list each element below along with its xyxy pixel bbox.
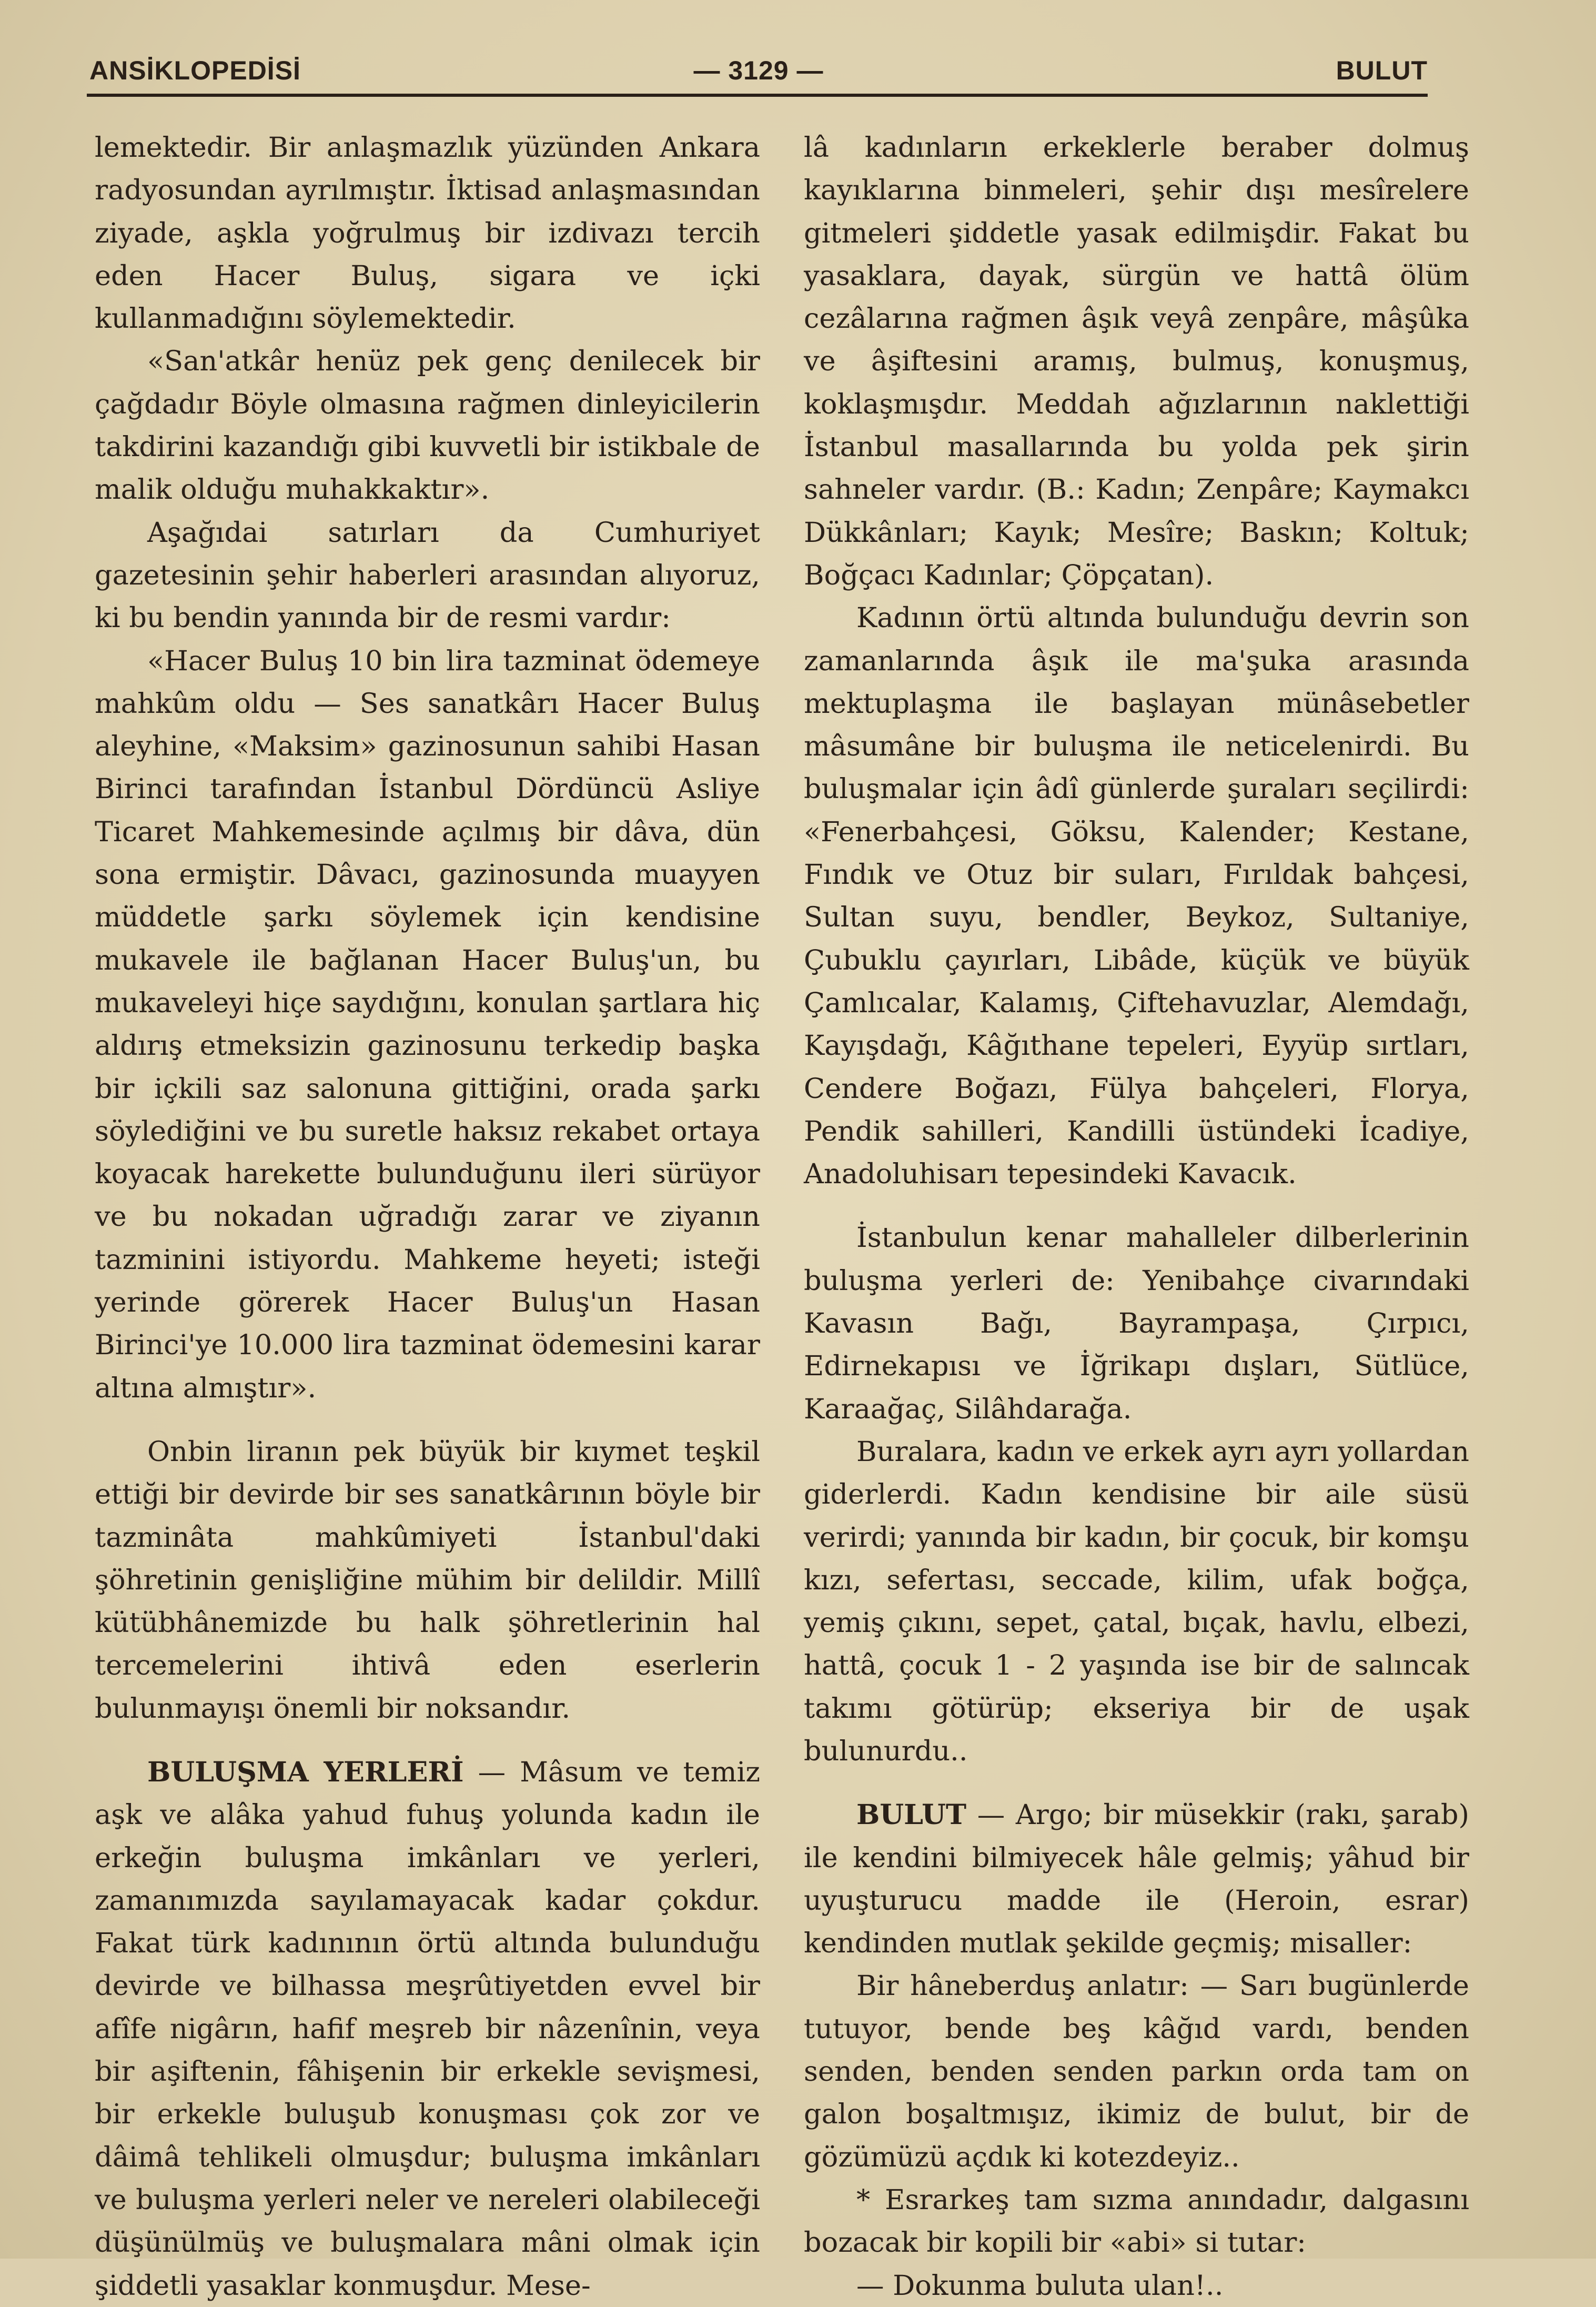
entry-heading: BULUT [856,1799,967,1831]
paragraph: İstanbulun kenar mahalleler dilberlerinin buluşma yerleri de: Yenibahçe civarındaki Kavasın Bağı, Bayrampaşa, Çırpıcı, Edirnekapısı ve İğrikapı dışları, Sütlüce, Karaağaç, Silâhdarağa. [804,1222,1469,1425]
header-entry: BULUT [1336,56,1428,85]
header-title: ANSİKLOPEDİSİ [89,56,301,85]
paragraph: — Dokunma buluta ulan!.. [856,2269,1224,2302]
entry-paragraph [95,1751,760,2307]
paragraph: Kadının örtü altında bulunduğu devrin son zamanlarında âşık ile ma'şuka arasında mektuplaşma ile başlayan münâsebetler mâsumâne bir buluşma ile neticelenirdi. Bu buluşmalar için âdî günlerde şuraları seçilirdi: «Fenerbahçesi, Göksu, Kalender; Kestane, Fındık ve Otuz bir suları, Fırıldak bahçesi, Sultan suyu, bendler, Beykoz, Sultaniye, Çubuklu çayırları, Libâde, küçük ve büyük Çamlıcalar, Kalamış, Çiftehavuzlar, Alemdağı, Kayışdağı, Kâğıthane tepeleri, Eyyüp sırtları, Cendere Boğazı, Fülya bahçeleri, Florya, Pendik sahilleri, Kandilli üstündeki İcadiye, Anadoluhisarı tepesindeki Kavacık. [804,602,1469,1191]
paragraph: «Hacer Buluş 10 bin lira tazminat ödemeye mahkûm oldu — Ses sanatkârı Hacer Buluş aleyhine, «Maksim» gazinosunun sahibi Hasan Birinci tarafından İstanbul Dördüncü Asliye Ticaret Mahkemesinde açılmış bir dâva, dün sona ermiştir. Dâvacı, gazinosunda muayyen müddetle şarkı söylemek için kendisine mukavele ile bağlanan Hacer Buluş'un, bu mukaveleyi hiçe saydığını, konulan şartlara hiç aldırış etmeksizin gazinosunu terkedip başka bir içkili saz salonuna gittiğini, orada şarkı söylediğini ve bu suretle haksız rekabet ortaya koyacak harekette bulunduğunu ileri sürüyor ve bu nokadan uğradığı zarar ve ziyanın tazminini istiyordu. Mahkeme heyeti; isteği yerinde görerek Hacer Buluş'un Hasan Birinci'ye 10.000 lira tazminat ödemesini karar altına almıştır». [95,644,760,1404]
page-number: — 3129 — [693,56,824,85]
entry-text: — Mâsum ve temiz aşk ve alâka yahud fuhuş yolunda kadın ile erkeğin buluşma imkânları ve yerleri, zamanımızda sayılamayacak kadar çokdur. Fakat türk kadınının örtü altında bulunduğu devirde ve bilhassa meşrûtiyetden evvel bir afîfe nigârın, hafif meşreb bir nâzenînin, veya bir aşiftenin, fâhişenin bir erkekle sevişmesi, bir erkekle buluşub konuşması çok zor ve dâimâ tehlikeli olmuşdur; buluşma imkânları ve buluşma yerleri neler ve nereleri olabileceği düşünülmüş ve buluşmalara mâni olmak için şiddetli yasaklar konmuşdur. Mese- [95,1756,760,2302]
entry-text: — Argo; bir müsekkir (rakı, şarab) ile kendini bilmiyecek hâle gelmiş; yâhud bir uyuşturucu madde ile (Heroin, esrar) kendinden mutlak şekilde geçmiş; misaller: [804,1799,1469,1960]
paragraph: lâ kadınların erkeklerle beraber dolmuş kayıklarına binmeleri, şehir dışı mesîrelere gitmeleri şiddetle yasak edilmişdir. Fakat bu yasaklara, dayak, sürgün ve hattâ ölüm cezâlarına rağmen âşık veyâ zenpâre, mâşûka ve âşiftesini aramış, bulmuş, konuşmuş, koklaşmışdır. Meddah ağızlarının naklettiği İstanbul masallarında bu yolda pek şirin sahneler vardır. (B.: Kadın; Zenpâre; Kaymakcı Dükkânları; Kayık; Mesîre; Baskın; Koltuk; Boğçacı Kadınlar; Çöpçatan). [804,132,1469,591]
left-column [95,126,760,2307]
right-column [804,126,1469,2307]
paragraph: Buralara, kadın ve erkek ayrı ayrı yollardan giderlerdi. Kadın kendisine bir aile süsü verirdi; yanında bir kadın, bir çocuk, bir komşu kızı, sefertası, seccade, kilim, ufak boğça, yemiş çıkını, sepet, çatal, bıçak, havlu, elbezi, hattâ, çocuk 1 - 2 yaşında ise bir de salıncak takımı götürüp; ekseriya bir de uşak bulunurdu.. [804,1435,1469,1767]
paragraph: * Esrarkeş tam sızma anındadır, dalgasını bozacak bir kopili bir «abi» si tutar: [804,2183,1469,2259]
paragraph: «San'atkâr henüz pek genç denilecek bir çağdadır Böyle olmasına rağmen dinleyicilerin takdirini kazandığı gibi kuvvetli bir istikbale de malik olduğu muhakkaktır». [95,345,760,506]
paragraph: lemektedir. Bir anlaşmazlık yüzünden Ankara radyosundan ayrılmıştır. İktisad anlaşmasından ziyade, aşkla yoğrulmuş bir izdivazı tercih eden Hacer Buluş, sigara ve içki kullanmadığını söylemektedir. [95,132,760,335]
paragraph: Aşağıdai satırları da Cumhuriyet gazetesinin şehir haberleri arasından alıyoruz, ki bu bendin yanında bir de resmi vardır: [95,516,760,634]
running-header [89,50,1428,92]
header-rule [87,94,1428,97]
paragraph: Onbin liranın pek büyük bir kıymet teşkil ettiği bir devirde bir ses sanatkârının böyle bir tazminâta mahkûmiyeti İstanbul'daki şöhretinin genişliğine mühim bir delildir. Millî kütübhânemizde bu halk şöhretlerinin hal tercemelerini ihtivâ eden eserlerin bulunmayışı önemli bir noksandır. [95,1435,760,1725]
entry-heading: BULUŞMA YERLERİ [147,1756,464,1788]
paragraph: Bir hâneberduş anlatır: — Sarı bugünlerde tutuyor, bende beş kâğıd vardı, benden senden, benden senden parkın orda tam on galon boşaltmışız, ikimiz de bulut, bir de gözümüzü açdık ki kotezdeyiz.. [804,1970,1469,2173]
entry-paragraph [804,1794,1469,1965]
